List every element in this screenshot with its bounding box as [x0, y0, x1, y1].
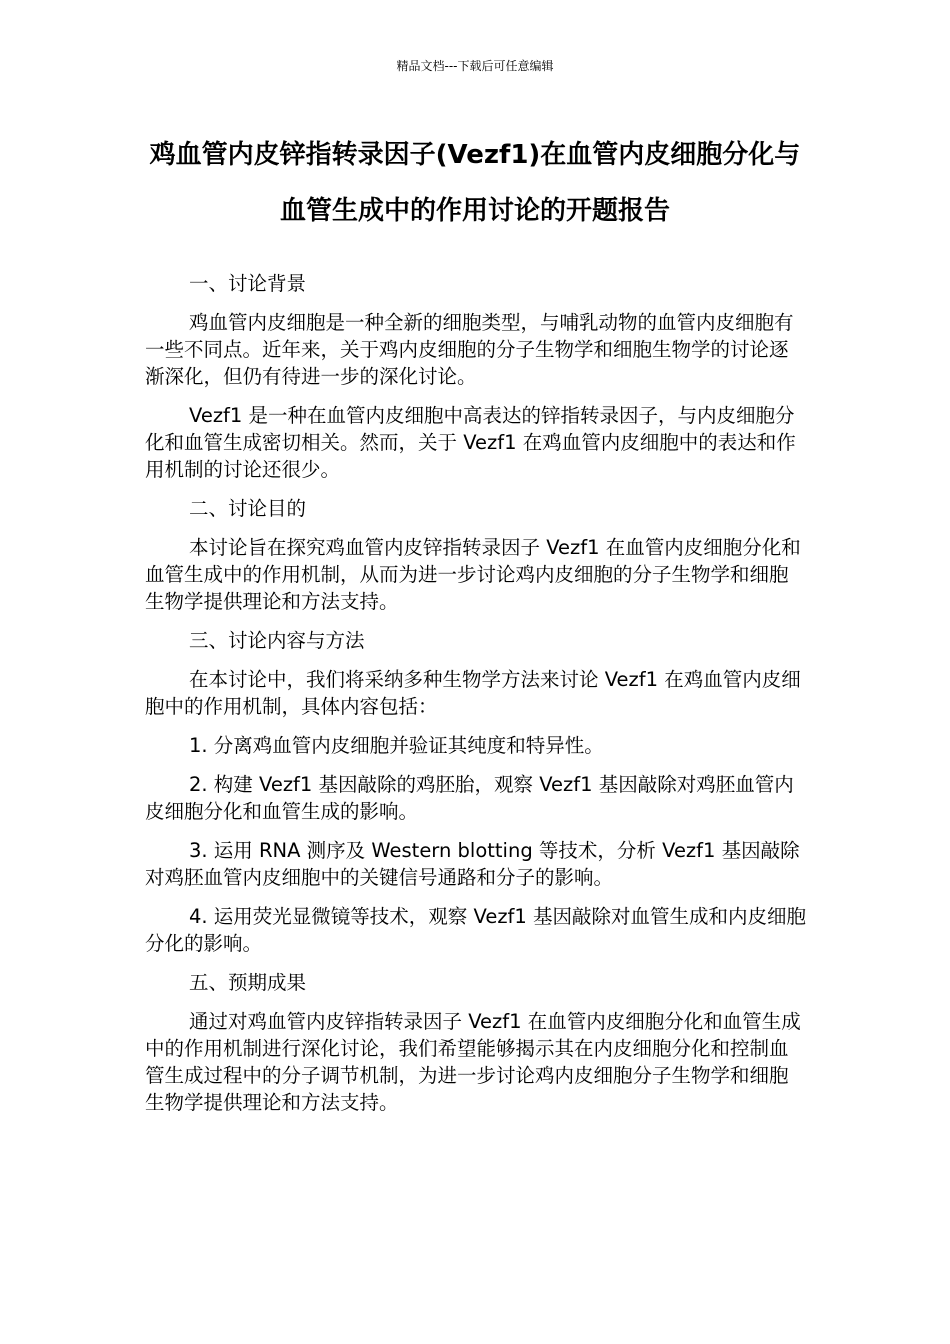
section-background — [145, 270, 807, 483]
paragraph: 鸡血管内皮细胞是一种全新的细胞类型，与哺乳动物的血管内皮细胞有一些不同点。近年来，关于鸡内皮细胞的分子生物学和细胞生物学的讨论逐渐深化，但仍有待进一步的深化讨论。 — [145, 311, 794, 388]
section-heading: 二、讨论目的 — [189, 497, 307, 520]
document-title: 鸡血管内皮锌指转录因子(Vezf1)在血管内皮细胞分化与血管生成中的作用讨论的开题报告 — [149, 140, 801, 226]
list-item: 4. 运用荧光显微镜等技术，观察 Vezf1 基因敲除对血管生成和内皮细胞分化的影响。 — [145, 905, 807, 955]
list-item: 1. 分离鸡血管内皮细胞并验证其纯度和特异性。 — [189, 734, 604, 757]
paragraph: Vezf1 是一种在血管内皮细胞中高表达的锌指转录因子，与内皮细胞分化和血管生成密切相关。然而，关于 Vezf1 在鸡血管内皮细胞中的表达和作用机制的讨论还很少。 — [145, 404, 796, 481]
header-watermark: 精品文档---下载后可任意编辑 — [396, 59, 554, 73]
section-content-methods — [145, 627, 807, 957]
document-body — [145, 270, 807, 1128]
paragraph: 通过对鸡血管内皮锌指转录因子 Vezf1 在血管内皮细胞分化和血管生成中的作用机制进行深化讨论，我们希望能够揭示其在内皮细胞分化和控制血管生成过程中的分子调节机制，为进一步讨论鸡内皮细胞分子生物学和细胞生物学提供理论和方法支持。 — [145, 1010, 801, 1114]
section-heading: 三、讨论内容与方法 — [189, 629, 365, 652]
paragraph: 本讨论旨在探究鸡血管内皮锌指转录因子 Vezf1 在血管内皮细胞分化和血管生成中的作用机制，从而为进一步讨论鸡内皮细胞的分子生物学和细胞生物学提供理论和方法支持。 — [145, 536, 801, 613]
list-item: 3. 运用 RNA 测序及 Western blotting 等技术，分析 Vezf1 基因敲除对鸡胚血管内皮细胞中的关键信号通路和分子的影响。 — [145, 839, 800, 889]
list-item: 2. 构建 Vezf1 基因敲除的鸡胚胎，观察 Vezf1 基因敲除对鸡胚血管内皮细胞分化和血管生成的影响。 — [145, 773, 794, 823]
section-expected-results — [145, 969, 807, 1116]
section-objective — [145, 495, 807, 615]
paragraph: 在本讨论中，我们将采纳多种生物学方法来讨论 Vezf1 在鸡血管内皮细胞中的作用机制，具体内容包括： — [145, 668, 801, 718]
section-heading: 五、预期成果 — [189, 971, 307, 994]
section-heading: 一、讨论背景 — [189, 272, 307, 295]
